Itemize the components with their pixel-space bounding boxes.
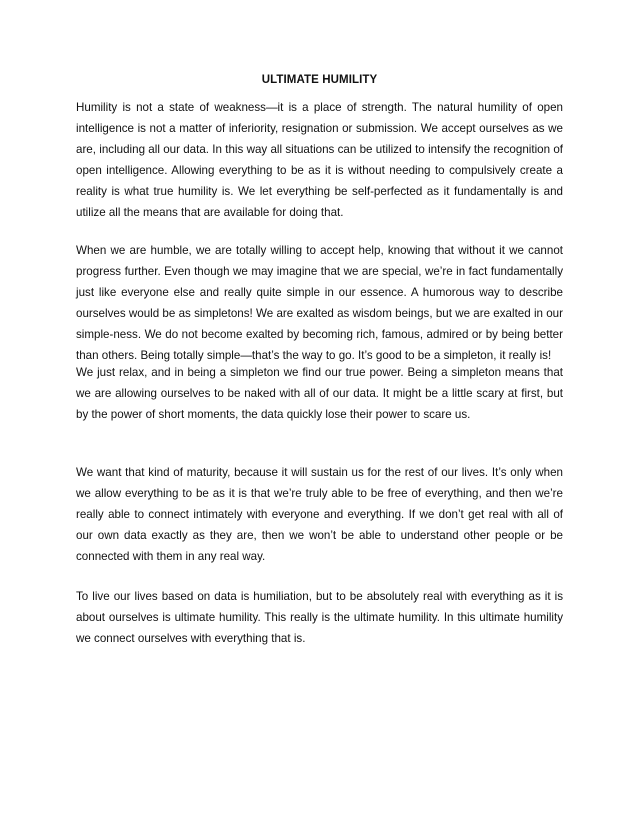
- paragraph-5: To live our lives based on data is humiliation, but to be absolutely real with everything as it is about ourselves is ultimate humility. This really is the ultimate humility. In this ultimate humility we connect ourselves with everything that is.: [76, 590, 563, 645]
- paragraph-4: We want that kind of maturity, because it will sustain us for the rest of our lives. It’s only when we allow everything to be as it is that we’re truly able to be free of everything, and then we’re really able to connect intimately with everyone and everything. If we don’t get real with all of our own data exactly as they are, then we won’t be able to understand other people or be connected with them in any real way.: [76, 466, 563, 563]
- paragraph-1: Humility is not a state of weakness—it is a place of strength. The natural humility of open intelligence is not a matter of inferiority, resignation or submission. We accept ourselves as we are, including all our data. In this way all situations can be utilized to intensify the recognition of open intelligence. Allowing everything to be as it is without needing to compulsively create a reality is what true humility is. We let everything be self-perfected as it fundamentally is and utilize all the means that are available for doing that.: [76, 101, 563, 219]
- document-title: ULTIMATE HUMILITY: [261, 74, 378, 86]
- paragraph-3: We just relax, and in being a simpleton we find our true power. Being a simpleton means that we are allowing ourselves to be naked with all of our data. It might be a little scary at first, but by the power of short moments, the data quickly lose their power to scare us.: [76, 366, 563, 421]
- paragraph-2: When we are humble, we are totally willing to accept help, knowing that without it we cannot progress further. Even though we may imagine that we are special, we’re in fact fundamentally just like everyone else and really quite simple in our essence. A humorous way to describe ourselves would be as simpletons! We are exalted as wisdom beings, but we are exalted in our simple-ness. We do not become exalted by becoming rich, famous, admired or by being better than others. Being totally simple—that’s the way to go. It’s good to be a simpleton, it really is!: [76, 244, 563, 362]
